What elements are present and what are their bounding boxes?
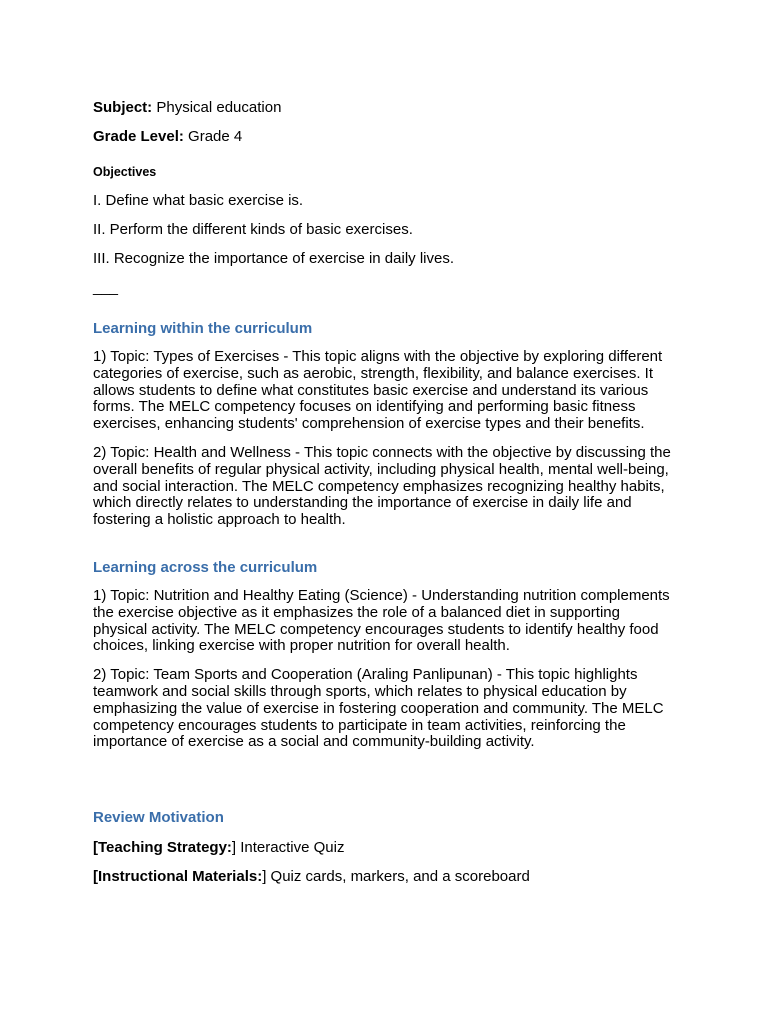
grade-level-line xyxy=(93,127,675,146)
instructional-materials-line xyxy=(93,867,675,886)
separator-line: ___ xyxy=(93,279,119,296)
section-spacer xyxy=(93,541,675,558)
teaching-strategy-value: ] Interactive Quiz xyxy=(231,839,345,857)
instructional-materials-label: [Instructional Materials: xyxy=(93,868,263,886)
review-motivation-heading: Review Motivation xyxy=(93,809,224,827)
objective-item: II. Perform the different kinds of basic exercises. xyxy=(93,221,413,238)
subject-label: Subject: xyxy=(93,99,153,116)
learning-within-heading: Learning within the curriculum xyxy=(93,320,313,337)
grade-level-label: Grade Level: xyxy=(93,128,184,145)
objective-item: III. Recognize the importance of exercise in daily lives. xyxy=(93,250,455,267)
grade-level-value: Grade 4 xyxy=(183,128,243,145)
across-paragraph: 2) Topic: Team Sports and Cooperation (Araling Panlipunan) - This topic highlights teamwork and social skills through sports, which relates to physical education by emphasizing the value of exercise in fostering cooperation and community. The MELC competency encourages students to participate in team activities, reinforcing the importance of exercise as a social and community-building activity. xyxy=(93,666,664,751)
learning-across-heading: Learning across the curriculum xyxy=(93,558,318,576)
section-spacer xyxy=(93,763,675,808)
teaching-strategy-label: [Teaching Strategy: xyxy=(93,839,232,857)
within-paragraph: 2) Topic: Health and Wellness - This topic connects with the objective by discussing the overall benefits of regular physical activity, including physical health, mental well-being, and social interaction. The MELC competency emphasizes recognizing healthy habits, which directly relates to understanding the importance of exercise in daily life and fostering a holistic approach to health. xyxy=(93,443,671,529)
objectives-heading: Objectives xyxy=(93,165,157,179)
subject-line xyxy=(93,98,675,117)
across-paragraph: 1) Topic: Nutrition and Healthy Eating (Science) - Understanding nutrition complements the exercise objective as it emphasizes the role of a balanced diet in supporting physical activity. The MELC competency encourages students to identify healthy food choices, linking exercise with proper nutrition for overall health. xyxy=(93,586,670,655)
instructional-materials-value: ] Quiz cards, markers, and a scoreboard xyxy=(262,868,530,886)
objective-item: I. Define what basic exercise is. xyxy=(93,192,304,209)
teaching-strategy-line xyxy=(93,838,675,857)
within-paragraph: 1) Topic: Types of Exercises - This topic aligns with the objective by exploring different categories of exercise, such as aerobic, strength, flexibility, and balance exercises. It allows students to define what constitutes basic exercise and understand its various forms. The MELC competency focuses on identifying and performing basic fitness exercises, enhancing students' comprehension of exercise types and their benefits. xyxy=(93,348,663,433)
subject-value: Physical education xyxy=(152,99,282,116)
